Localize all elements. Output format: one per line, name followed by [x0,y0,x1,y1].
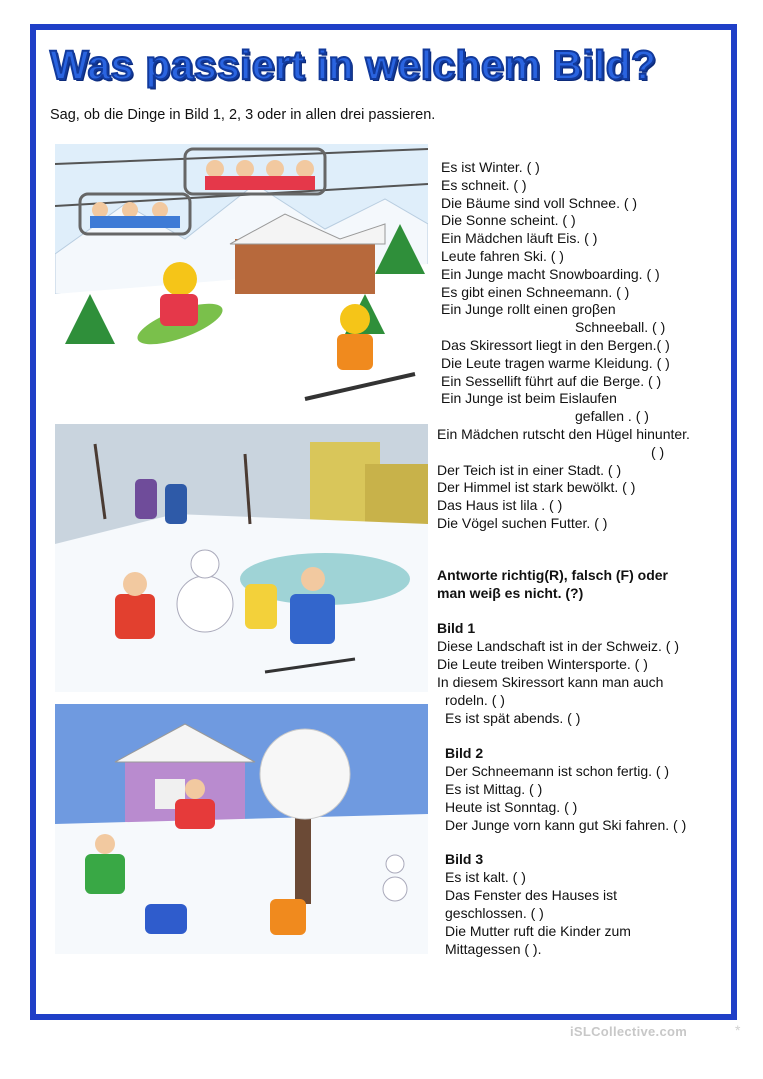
bild1-section [437,619,727,727]
bild1-label: Bild 1 [437,620,476,636]
instruction-text: Sag, ob die Dinge in Bild 1, 2, 3 oder in allen drei passieren. [50,107,436,123]
statement-line: Leute fahren Ski. ( ) [441,247,564,264]
statement-line: Schneeball. ( ) [575,319,666,336]
statement-line: Die Leute tragen warme Kleidung. ( ) [441,354,670,371]
statement-line: Ein Junge ist beim Eislaufen [441,390,617,407]
bild3-item: Das Fenster des Hauses ist [445,887,617,903]
bild3-item: geschlossen. ( ) [445,905,544,921]
statement-line: Die Vögel suchen Futter. ( ) [437,514,608,531]
statement-line: Ein Mädchen läuft Eis. ( ) [441,230,598,247]
task2-heading-line: Antworte richtig(R), falsch (F) oder [437,567,668,583]
watermark-text: iSLCollective.com [570,1024,688,1039]
bild1-item: Die Leute treiben Wintersporte. ( ) [437,656,648,672]
statement-line: Es ist Winter. ( ) [441,159,540,175]
statement-line: Ein Sessellift führt auf die Berge. ( ) [441,372,662,389]
statement-line: Die Sonne scheint. ( ) [441,212,576,229]
bild2-item: Heute ist Sonntag. ( ) [445,799,578,815]
statement-line: Es schneit. ( ) [441,176,527,193]
bild1-item: Es ist spät abends. ( ) [445,710,581,726]
statement-list [437,159,727,533]
statement-line: ( ) [651,443,665,460]
task2-heading-line: man weiβ es nicht. (?) [437,585,584,601]
statement-line: Der Teich ist in einer Stadt. ( ) [437,461,622,478]
statement-line: Ein Mädchen rutscht den Hügel hinunter. [437,425,690,442]
watermark-mark: * [735,1022,741,1038]
bild2-section [445,744,735,834]
bild3-label: Bild 3 [445,851,484,867]
bild2-item: Es ist Mittag. ( ) [445,781,543,797]
statement-line: Es gibt einen Schneemann. ( ) [441,283,630,300]
bild3-section [445,850,735,958]
bild2-item: Der Schneemann ist schon fertig. ( ) [445,763,670,779]
worksheet-frame [30,24,737,1020]
ski-resort-illustration [55,144,428,412]
statement-line: Das Haus ist lila . ( ) [437,497,563,514]
bild1-item: rodeln. ( ) [445,692,505,708]
bild3-item: Die Mutter ruft die Kinder zum [445,923,631,939]
statement-line: Ein Junge macht Snowboarding. ( ) [441,265,660,282]
bild1-item: In diesem Skiressort kann man auch [437,674,664,690]
village-illustration [55,704,428,954]
bild3-item: Es ist kalt. ( ) [445,869,526,885]
picture-2-city-park [55,424,428,692]
statement-line: Der Himmel ist stark bewölkt. ( ) [437,479,636,496]
statement-line: Die Bäume sind voll Schnee. ( ) [441,194,638,211]
statement-line: gefallen . ( ) [575,408,649,425]
worksheet-title: Was passiert in welchem Bild? [50,42,657,88]
bild3-item: Mittagessen ( ). [445,941,542,957]
bild1-item: Diese Landschaft ist in der Schweiz. ( ) [437,638,679,654]
picture-3-village [55,704,428,954]
statement-line: Das Skiressort liegt in den Bergen.( ) [441,336,670,353]
bild2-item: Der Junge vorn kann gut Ski fahren. ( ) [445,817,687,833]
picture-1-ski-resort [55,144,428,412]
city-park-illustration [55,424,428,692]
task2-heading [437,566,727,602]
bild2-label: Bild 2 [445,745,484,761]
statement-line: Ein Junge rollt einen groβen [441,301,616,318]
